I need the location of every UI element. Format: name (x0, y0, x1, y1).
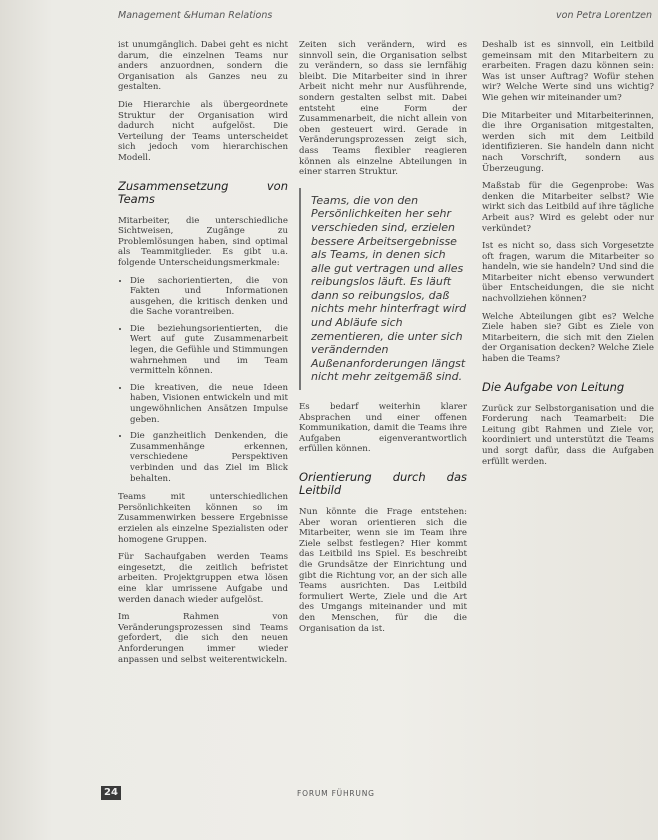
list-item: • Die beziehungsorientierten, die Wert auf gute Zusammenarbeit legen, die Gefühle und Stimmungen wahrnehmen und im Team vermitteln können. (130, 324, 288, 377)
page-number: 24 (101, 786, 121, 800)
paragraph: ist unumgänglich. Dabei geht es nicht darum, die einzelnen Teams nur anders anzuordnen, sondern die Organisation als Ganzes neu zu gestalten. (118, 40, 288, 93)
paragraph: Nun könnte die Frage entstehen: Aber woran orientieren sich die Mitarbeiter, wenn sie im Team ihre Ziele selbst festlegen? Hier kommt das Leitbild ins Spiel. Es beschreibt die Grundsätze der Einrichtung und gibt die Richtung vor, an der sich alle Teams ausrichten. Das Leitbild formuliert Werte, Ziele und die Art des Umgangs miteinander und mit den Menschen, für die die Organisation da ist. (299, 507, 467, 634)
paragraph: Zurück zur Selbstorganisation und die Forderung nach Teamarbeit: Die Leitung gibt Rahmen und Ziele vor, koordiniert und unterstützt die Teams und sorgt dafür, dass die Aufgaben erfüllt werden. (482, 403, 654, 467)
section-heading: Die Aufgabe von Leitung (482, 379, 625, 394)
paragraph: Für Sachaufgaben werden Teams eingesetzt, die zeitlich befristet arbeiten. Projektgruppen etwa lösen eine klar umrissene Aufgabe und werden danach wieder aufgelöst. (118, 552, 288, 605)
column-right (482, 40, 654, 778)
paragraph: Mitarbeiter, die unterschiedliche Sichtweisen, Zugänge zu Problemlösungen haben, sind optimal als Teammitglieder. Es gibt u.a. folgende Unterscheidungsmerkmale: (118, 215, 288, 268)
paragraph: Teams mit unterschiedlichen Persönlichkeiten können so im Zusammenwirken bessere Ergebnisse erzielen als einzelne Spezialisten oder homogene Gruppen. (118, 492, 288, 545)
list-item: • Die ganzheitlich Denkenden, die Zusammenhänge erkennen, verschiedene Perspektiven verbinden und das Ziel im Blick behalten. (130, 431, 288, 484)
page-header (118, 6, 652, 24)
section-title: Management &Human Relations (118, 10, 273, 21)
paragraph: Im Rahmen von Veränderungsprozessen sind Teams gefordert, die sich den neuen Anforderungen immer wieder anpassen und selbst weiterentwickeln. (118, 612, 288, 665)
list-item: • Die kreativen, die neue Ideen haben, Visionen entwickeln und mit ungewöhnlichen Ansätzen Impulse geben. (130, 383, 288, 425)
column-left (118, 40, 288, 775)
paragraph: Die Mitarbeiter und Mitarbeiterinnen, die ihre Organisation mitgestalten, werden sich mit dem Leitbild identifizieren. Sie handeln dann nicht nach Vorschrift, sondern aus Überzeugung. (482, 110, 654, 174)
paragraph: Maßstab für die Gegenprobe: Was denken die Mitarbeiter selbst? Wie wirkt sich das Leitbild auf ihre tägliche Arbeit aus? Wird es gelebt oder nur verkündet? (482, 181, 654, 234)
paragraph: Welche Abteilungen gibt es? Welche Ziele haben sie? Gibt es Ziele von Mitarbeitern, die sich mit den Zielen der Organisation decken? Welche Ziele haben die Teams? (482, 311, 654, 365)
section-heading: Orientierung durch das Leitbild (299, 470, 467, 497)
paragraph: Zeiten sich verändern, wird es sinnvoll sein, die Organisation selbst zu verändern, so dass sie lernfähig bleibt. Die Mitarbeiter sind in ihrer Arbeit nicht mehr nur Ausführende, sondern gestalten selbst mit. Dabei entsteht eine Form der Zusammenarbeit, die nicht allein von oben gesteuert wird. Gerade in Veränderungsprozessen zeigt sich, dass Teams flexibler reagieren können als einzelne Abteilungen in einer starren Struktur. (299, 40, 467, 178)
paragraph: Es bedarf weiterhin klarer Absprachen und einer offenen Kommunikation, damit die Teams ihre Aufgaben eigenverantwortlich erfüllen können. (299, 402, 467, 455)
paragraph: Deshalb ist es sinnvoll, ein Leitbild gemeinsam mit den Mitarbeitern zu erarbeiten. Fragen dazu können sein: Was ist unser Auftrag? Wofür stehen wir? Welche Werte sind uns wichtig? Wie gehen wir miteinander um? (482, 40, 654, 103)
paragraph: Die Hierarchie als übergeordnete Struktur der Organisation wird dadurch nicht aufgelöst. Die Verteilung der Teams unterscheidet sich jedoch vom hierarchischen Modell. (118, 99, 288, 163)
column-middle (299, 40, 467, 778)
section-heading: Zusammensetzung von Teams (118, 178, 288, 206)
author-name: von Petra Lorentzen (556, 10, 652, 21)
list-item: • Die sachorientierten, die von Fakten und Informationen ausgehen, die kritisch denken und die Sache vorantreiben. (130, 276, 288, 318)
pull-quote: Teams, die von den Persönlichkeiten her sehr verschieden sind, erzielen bessere Arbeitsergebnisse als Teams, in denen sich alle gut vertragen und alles reibungslos läuft. Es läuft dann so reibungslos, daß nichts mehr hinterfragt wird und Abläufe sich zementieren, die unter sich verändernden Außenanforderungen längst nicht mehr zeitgemäß sind. (299, 188, 467, 390)
magazine-name: FORUM FÜHRUNG (297, 789, 375, 798)
paragraph: Ist es nicht so, dass sich Vorgesetzte oft fragen, warum die Mitarbeiter so handeln, wie sie handeln? Und sind die Mitarbeiter nicht ebenso verwundert über Entscheidungen, die sie nicht nachvollziehen können? (482, 241, 654, 305)
bullet-list (118, 276, 288, 485)
